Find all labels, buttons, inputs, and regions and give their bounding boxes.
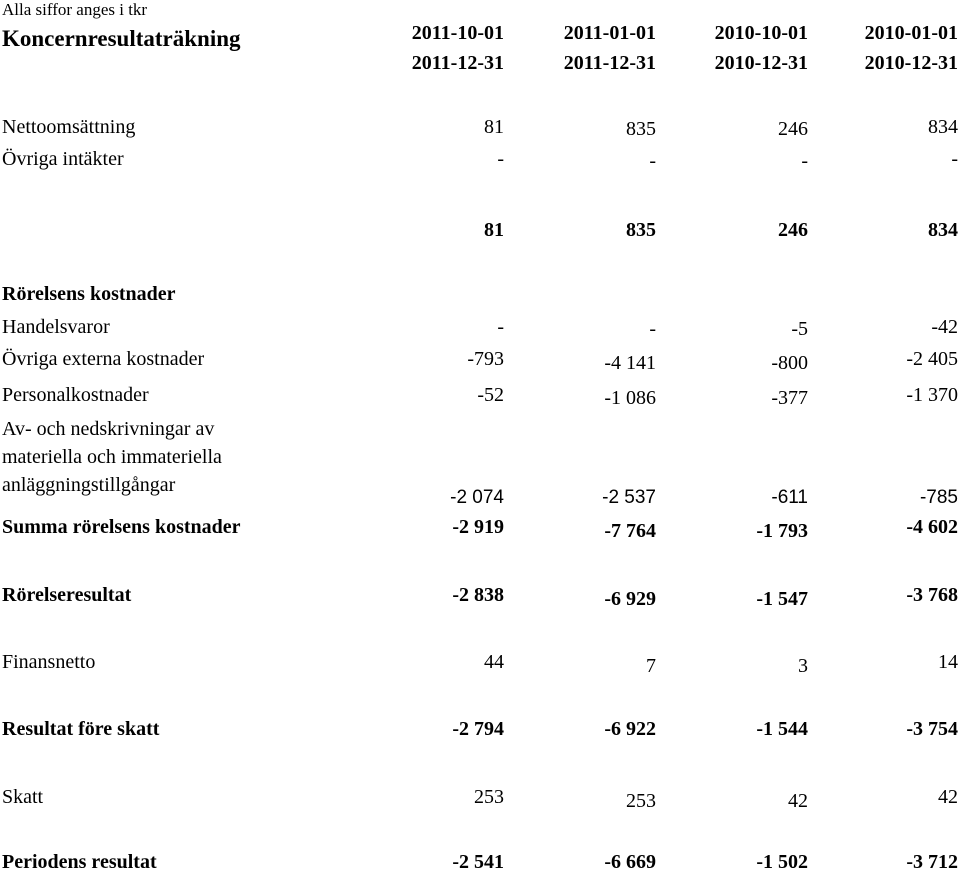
row-label-avskrivningar-line2: materiella och immateriella bbox=[2, 446, 222, 468]
value-finansnetto-p2: 7 bbox=[646, 655, 656, 677]
value-ovriga-externa-p3: -800 bbox=[771, 352, 808, 374]
value-intakter-summa-p3: 246 bbox=[778, 219, 808, 241]
row-label-personalkostnader: Personalkostnader bbox=[2, 384, 149, 406]
value-nettoomsattning-p3: 246 bbox=[778, 118, 808, 140]
value-finansnetto-p4: 14 bbox=[938, 651, 958, 673]
value-handelsvaror-p4: -42 bbox=[931, 316, 958, 338]
row-label-ovriga-intakter: Övriga intäkter bbox=[2, 148, 124, 170]
value-avskrivningar-p1: -2 074 bbox=[450, 487, 504, 508]
value-ovriga-intakter-p4: - bbox=[951, 148, 958, 170]
currency-note: Alla siffor anges i tkr bbox=[2, 0, 148, 19]
value-finansnetto-p3: 3 bbox=[798, 655, 808, 677]
value-summa-kostnader-p4: -4 602 bbox=[906, 516, 958, 538]
value-handelsvaror-p2: - bbox=[649, 318, 656, 340]
value-intakter-summa-p4: 834 bbox=[928, 219, 958, 241]
period-1-from: 2011-10-01 bbox=[411, 22, 504, 44]
value-summa-kostnader-p1: -2 919 bbox=[452, 516, 504, 538]
value-skatt-p1: 253 bbox=[474, 786, 504, 808]
value-handelsvaror-p1: - bbox=[497, 316, 504, 338]
value-ovriga-externa-p1: -793 bbox=[467, 348, 504, 370]
period-3-to: 2010-12-31 bbox=[714, 52, 808, 74]
period-1-to: 2011-12-31 bbox=[411, 52, 504, 74]
value-resultat-fore-skatt-p3: -1 544 bbox=[756, 718, 808, 740]
period-4-from: 2010-01-01 bbox=[864, 22, 958, 44]
row-label-ovriga-externa-kostnader: Övriga externa kostnader bbox=[2, 348, 205, 370]
period-2-to: 2011-12-31 bbox=[563, 52, 656, 74]
value-nettoomsattning-p4: 834 bbox=[928, 116, 958, 138]
row-label-nettoomsattning: Nettoomsättning bbox=[2, 116, 136, 138]
value-periodens-resultat-p4: -3 712 bbox=[906, 851, 958, 873]
value-resultat-fore-skatt-p4: -3 754 bbox=[906, 718, 958, 740]
value-handelsvaror-p3: -5 bbox=[791, 318, 808, 340]
value-personalkostnader-p3: -377 bbox=[771, 387, 808, 409]
period-3-from: 2010-10-01 bbox=[714, 22, 808, 44]
row-label-finansnetto: Finansnetto bbox=[2, 651, 96, 673]
value-ovriga-intakter-p2: - bbox=[649, 150, 656, 172]
value-ovriga-intakter-p1: - bbox=[497, 148, 504, 170]
row-label-resultat-fore-skatt: Resultat före skatt bbox=[2, 718, 160, 740]
value-intakter-summa-p1: 81 bbox=[484, 219, 504, 241]
value-periodens-resultat-p1: -2 541 bbox=[452, 851, 504, 873]
value-personalkostnader-p4: -1 370 bbox=[906, 384, 958, 406]
value-resultat-fore-skatt-p2: -6 922 bbox=[604, 718, 656, 740]
value-avskrivningar-p3: -611 bbox=[771, 487, 808, 508]
value-ovriga-intakter-p3: - bbox=[801, 150, 808, 172]
value-rorelseresultat-p3: -1 547 bbox=[756, 588, 808, 610]
report-title: Koncernresultaträkning bbox=[2, 26, 241, 51]
row-label-periodens-resultat: Periodens resultat bbox=[2, 851, 157, 873]
row-label-skatt: Skatt bbox=[2, 786, 44, 808]
value-periodens-resultat-p3: -1 502 bbox=[756, 851, 808, 873]
value-rorelseresultat-p4: -3 768 bbox=[906, 584, 958, 606]
value-skatt-p2: 253 bbox=[626, 790, 656, 812]
value-skatt-p4: 42 bbox=[938, 786, 958, 808]
value-avskrivningar-p4: -785 bbox=[919, 487, 958, 508]
value-ovriga-externa-p4: -2 405 bbox=[906, 348, 958, 370]
row-label-avskrivningar-line1: Av- och nedskrivningar av bbox=[2, 418, 215, 440]
value-rorelseresultat-p1: -2 838 bbox=[452, 584, 504, 606]
section-heading-rorelsens-kostnader: Rörelsens kostnader bbox=[2, 283, 176, 305]
value-periodens-resultat-p2: -6 669 bbox=[604, 851, 656, 873]
value-nettoomsattning-p1: 81 bbox=[484, 116, 504, 138]
value-nettoomsattning-p2: 835 bbox=[626, 118, 656, 140]
row-label-summa-kostnader: Summa rörelsens kostnader bbox=[2, 516, 241, 538]
period-2-from: 2011-01-01 bbox=[563, 22, 656, 44]
row-label-avskrivningar-line3: anläggningstillgångar bbox=[2, 474, 176, 496]
value-rorelseresultat-p2: -6 929 bbox=[604, 588, 656, 610]
value-finansnetto-p1: 44 bbox=[484, 651, 504, 673]
period-4-to: 2010-12-31 bbox=[864, 52, 958, 74]
value-resultat-fore-skatt-p1: -2 794 bbox=[452, 718, 504, 740]
value-skatt-p3: 42 bbox=[788, 790, 808, 812]
value-ovriga-externa-p2: -4 141 bbox=[604, 352, 656, 374]
value-summa-kostnader-p2: -7 764 bbox=[604, 520, 656, 542]
value-avskrivningar-p2: -2 537 bbox=[602, 487, 656, 508]
row-label-handelsvaror: Handelsvaror bbox=[2, 316, 110, 338]
value-personalkostnader-p2: -1 086 bbox=[604, 387, 656, 409]
row-label-rorelseresultat: Rörelseresultat bbox=[2, 584, 132, 606]
value-summa-kostnader-p3: -1 793 bbox=[756, 520, 808, 542]
value-personalkostnader-p1: -52 bbox=[477, 384, 504, 406]
value-intakter-summa-p2: 835 bbox=[626, 219, 656, 241]
